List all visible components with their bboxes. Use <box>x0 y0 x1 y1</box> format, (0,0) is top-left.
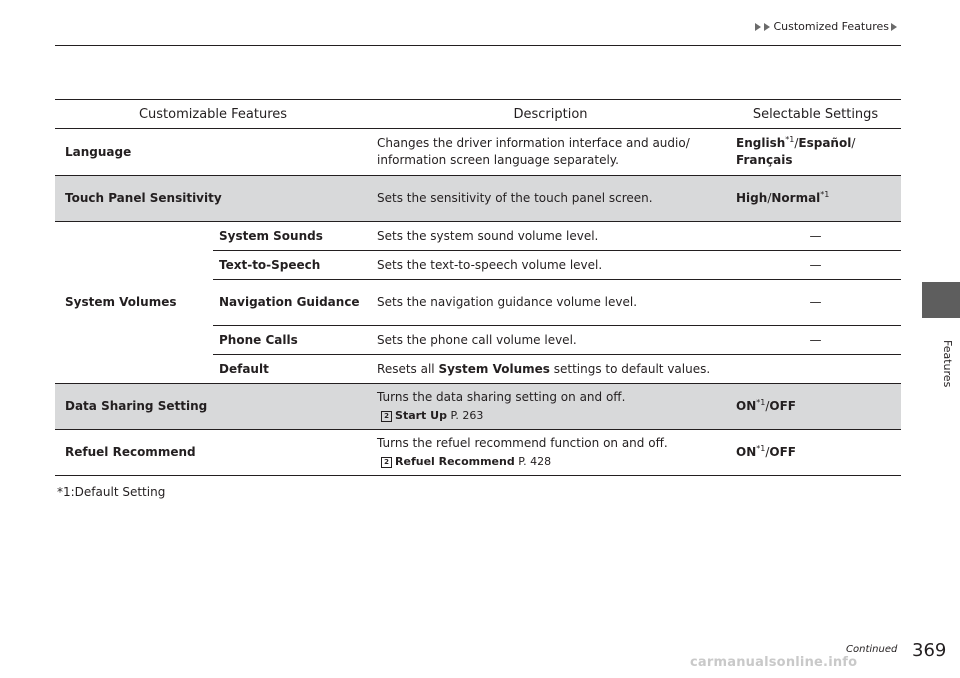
feature-settings: — <box>730 222 901 251</box>
triangle-right-icon <box>764 23 770 31</box>
reference-arrow-icon: 2 <box>381 457 392 468</box>
sub-feature-name: Default <box>213 355 371 384</box>
feature-name: Data Sharing Setting <box>55 384 371 430</box>
continued-label: Continued <box>846 644 898 655</box>
feature-settings: ON$^{*1}$/OFF <box>730 430 901 476</box>
feature-description: Changes the driver information interface and audio/ information screen language separately. <box>371 129 730 176</box>
breadcrumb <box>755 20 898 33</box>
sub-feature-name: System Sounds <box>213 222 371 251</box>
watermark: carmanualsonline.info <box>690 655 858 670</box>
column-header-description: Description <box>371 100 730 129</box>
feature-description: Sets the phone call volume level. <box>371 326 730 355</box>
feature-description: Sets the text-to-speech volume level. <box>371 251 730 280</box>
table-header-row <box>55 100 901 129</box>
customized-features-table <box>55 99 901 476</box>
header-rule <box>55 45 901 46</box>
triangle-right-icon <box>891 23 897 31</box>
feature-settings: — <box>730 326 901 355</box>
feature-settings: — <box>730 251 901 280</box>
column-header-settings: Selectable Settings <box>730 100 901 129</box>
page-number: 369 <box>912 640 947 661</box>
table-row-data-sharing <box>55 384 901 430</box>
reference-arrow-icon: 2 <box>381 411 392 422</box>
column-header-features: Customizable Features <box>55 100 371 129</box>
feature-description: Turns the data sharing setting on and off. 2 Start Up P. 263 <box>371 384 730 430</box>
feature-settings: — <box>730 280 901 326</box>
sub-feature-name: Text-to-Speech <box>213 251 371 280</box>
feature-description: Sets the navigation guidance volume level. <box>371 280 730 326</box>
cross-reference[interactable]: 2 Start Up P. 263 <box>377 407 724 424</box>
feature-settings: English$^{*1}$/Español/ Français <box>730 129 901 176</box>
feature-settings: ON$^{*1}$/OFF <box>730 384 901 430</box>
feature-name: System Volumes <box>55 222 213 384</box>
table-row-refuel-recommend <box>55 430 901 476</box>
section-tab <box>922 282 960 318</box>
feature-description: Sets the system sound volume level. <box>371 222 730 251</box>
footnote: *1:Default Setting <box>57 485 166 499</box>
table-row-touch-sensitivity <box>55 176 901 222</box>
feature-settings: High/Normal$^{*1}$ <box>730 176 901 222</box>
feature-description: Turns the refuel recommend function on and off. 2 Refuel Recommend P. 428 <box>371 430 730 476</box>
feature-name: Touch Panel Sensitivity <box>55 176 371 222</box>
feature-name: Refuel Recommend <box>55 430 371 476</box>
breadcrumb-label: Customized Features <box>773 20 889 33</box>
feature-description: Sets the sensitivity of the touch panel screen. <box>371 176 730 222</box>
table-row-language <box>55 129 901 176</box>
section-label: Features <box>941 340 954 388</box>
triangle-right-icon <box>755 23 761 31</box>
cross-reference[interactable]: 2 Refuel Recommend P. 428 <box>377 453 724 470</box>
sub-feature-name: Phone Calls <box>213 326 371 355</box>
sub-feature-name: Navigation Guidance <box>213 280 371 326</box>
table-row-system-sounds <box>55 222 901 251</box>
feature-description: Resets all System Volumes settings to default values. <box>371 355 901 384</box>
feature-name: Language <box>55 129 371 176</box>
